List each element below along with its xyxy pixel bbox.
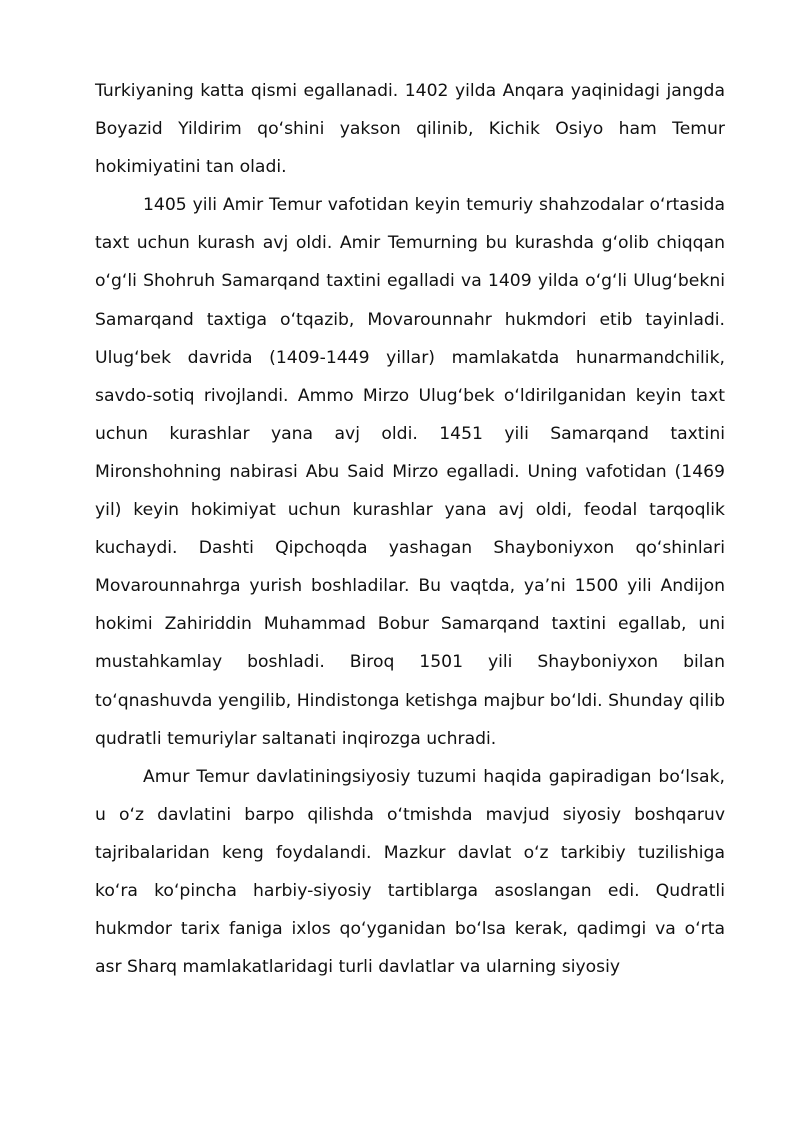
paragraph-political-system: Amur Temur davlatiningsiyosiy tuzumi haqida gapiradigan bo‘lsak, u o‘z davlatini barpo qilishda o‘tmishda mavjud siyosiy boshqaruv tajribalaridan keng foydalandi. Mazkur davlat o‘z tarkibiy tuzilishiga ko‘ra ko‘pincha harbiy-siyosiy tartiblarga asoslangan edi. Qudratli hukmdor tarix faniga ixlos qo‘yganidan bo‘lsa kerak, qadimgi va o‘rta asr Sharq mamlakatlaridagi turli davlatlar va ularning siyosiy — [95, 766, 725, 978]
paragraph-continuation: Turkiyaning katta qismi egallanadi. 1402 yilda Anqara yaqinidagi jangda Boyazid Yildirim qo‘shini yakson qilinib, Kichik Osiyo ham Temur hokimiyatini tan oladi. — [95, 81, 725, 178]
paragraph-timurid-succession: 1405 yili Amir Temur vafotidan keyin temuriy shahzodalar o‘rtasida taxt uchun kurash avj oldi. Amir Temurning bu kurashda g‘olib chiqqan o‘g‘li Shohruh Samarqand taxtini egalladi va 1409 yilda o‘g‘li Ulug‘bekni Samarqand taxtiga o‘tqazib, Movarounnahr hukmdori etib tayinladi. Ulug‘bek davrida (1409-1449 yillar) mamlakatda hunarmandchilik, savdo-sotiq rivojlandi. Ammo Mirzo Ulug‘bek o‘ldirilganidan keyin taxt uchun kurashlar yana avj oldi. 1451 yili Samarqand taxtini Mironshohning nabirasi Abu Said Mirzo egalladi. Uning vafotidan (1469 yil) keyin hokimiyat uchun kurashlar yana avj oldi, feodal tarqoqlik kuchaydi. Dashti Qipchoqda yashagan Shayboniyxon qo‘shinlari Movarounnahrga yurish boshladilar. Bu vaqtda, ya’ni 1500 yili Andijon hokimi Zahiriddin Muhammad Bobur Samarqand taxtini egallab, uni mustahkamlay boshladi. Biroq 1501 yili Shayboniyxon bilan to‘qnashuvda yengilib, Hindistonga ketishga majbur bo‘ldi. Shunday qilib qudratli temuriylar saltanati inqirozga uchradi. — [95, 195, 725, 749]
document-page — [95, 72, 725, 986]
